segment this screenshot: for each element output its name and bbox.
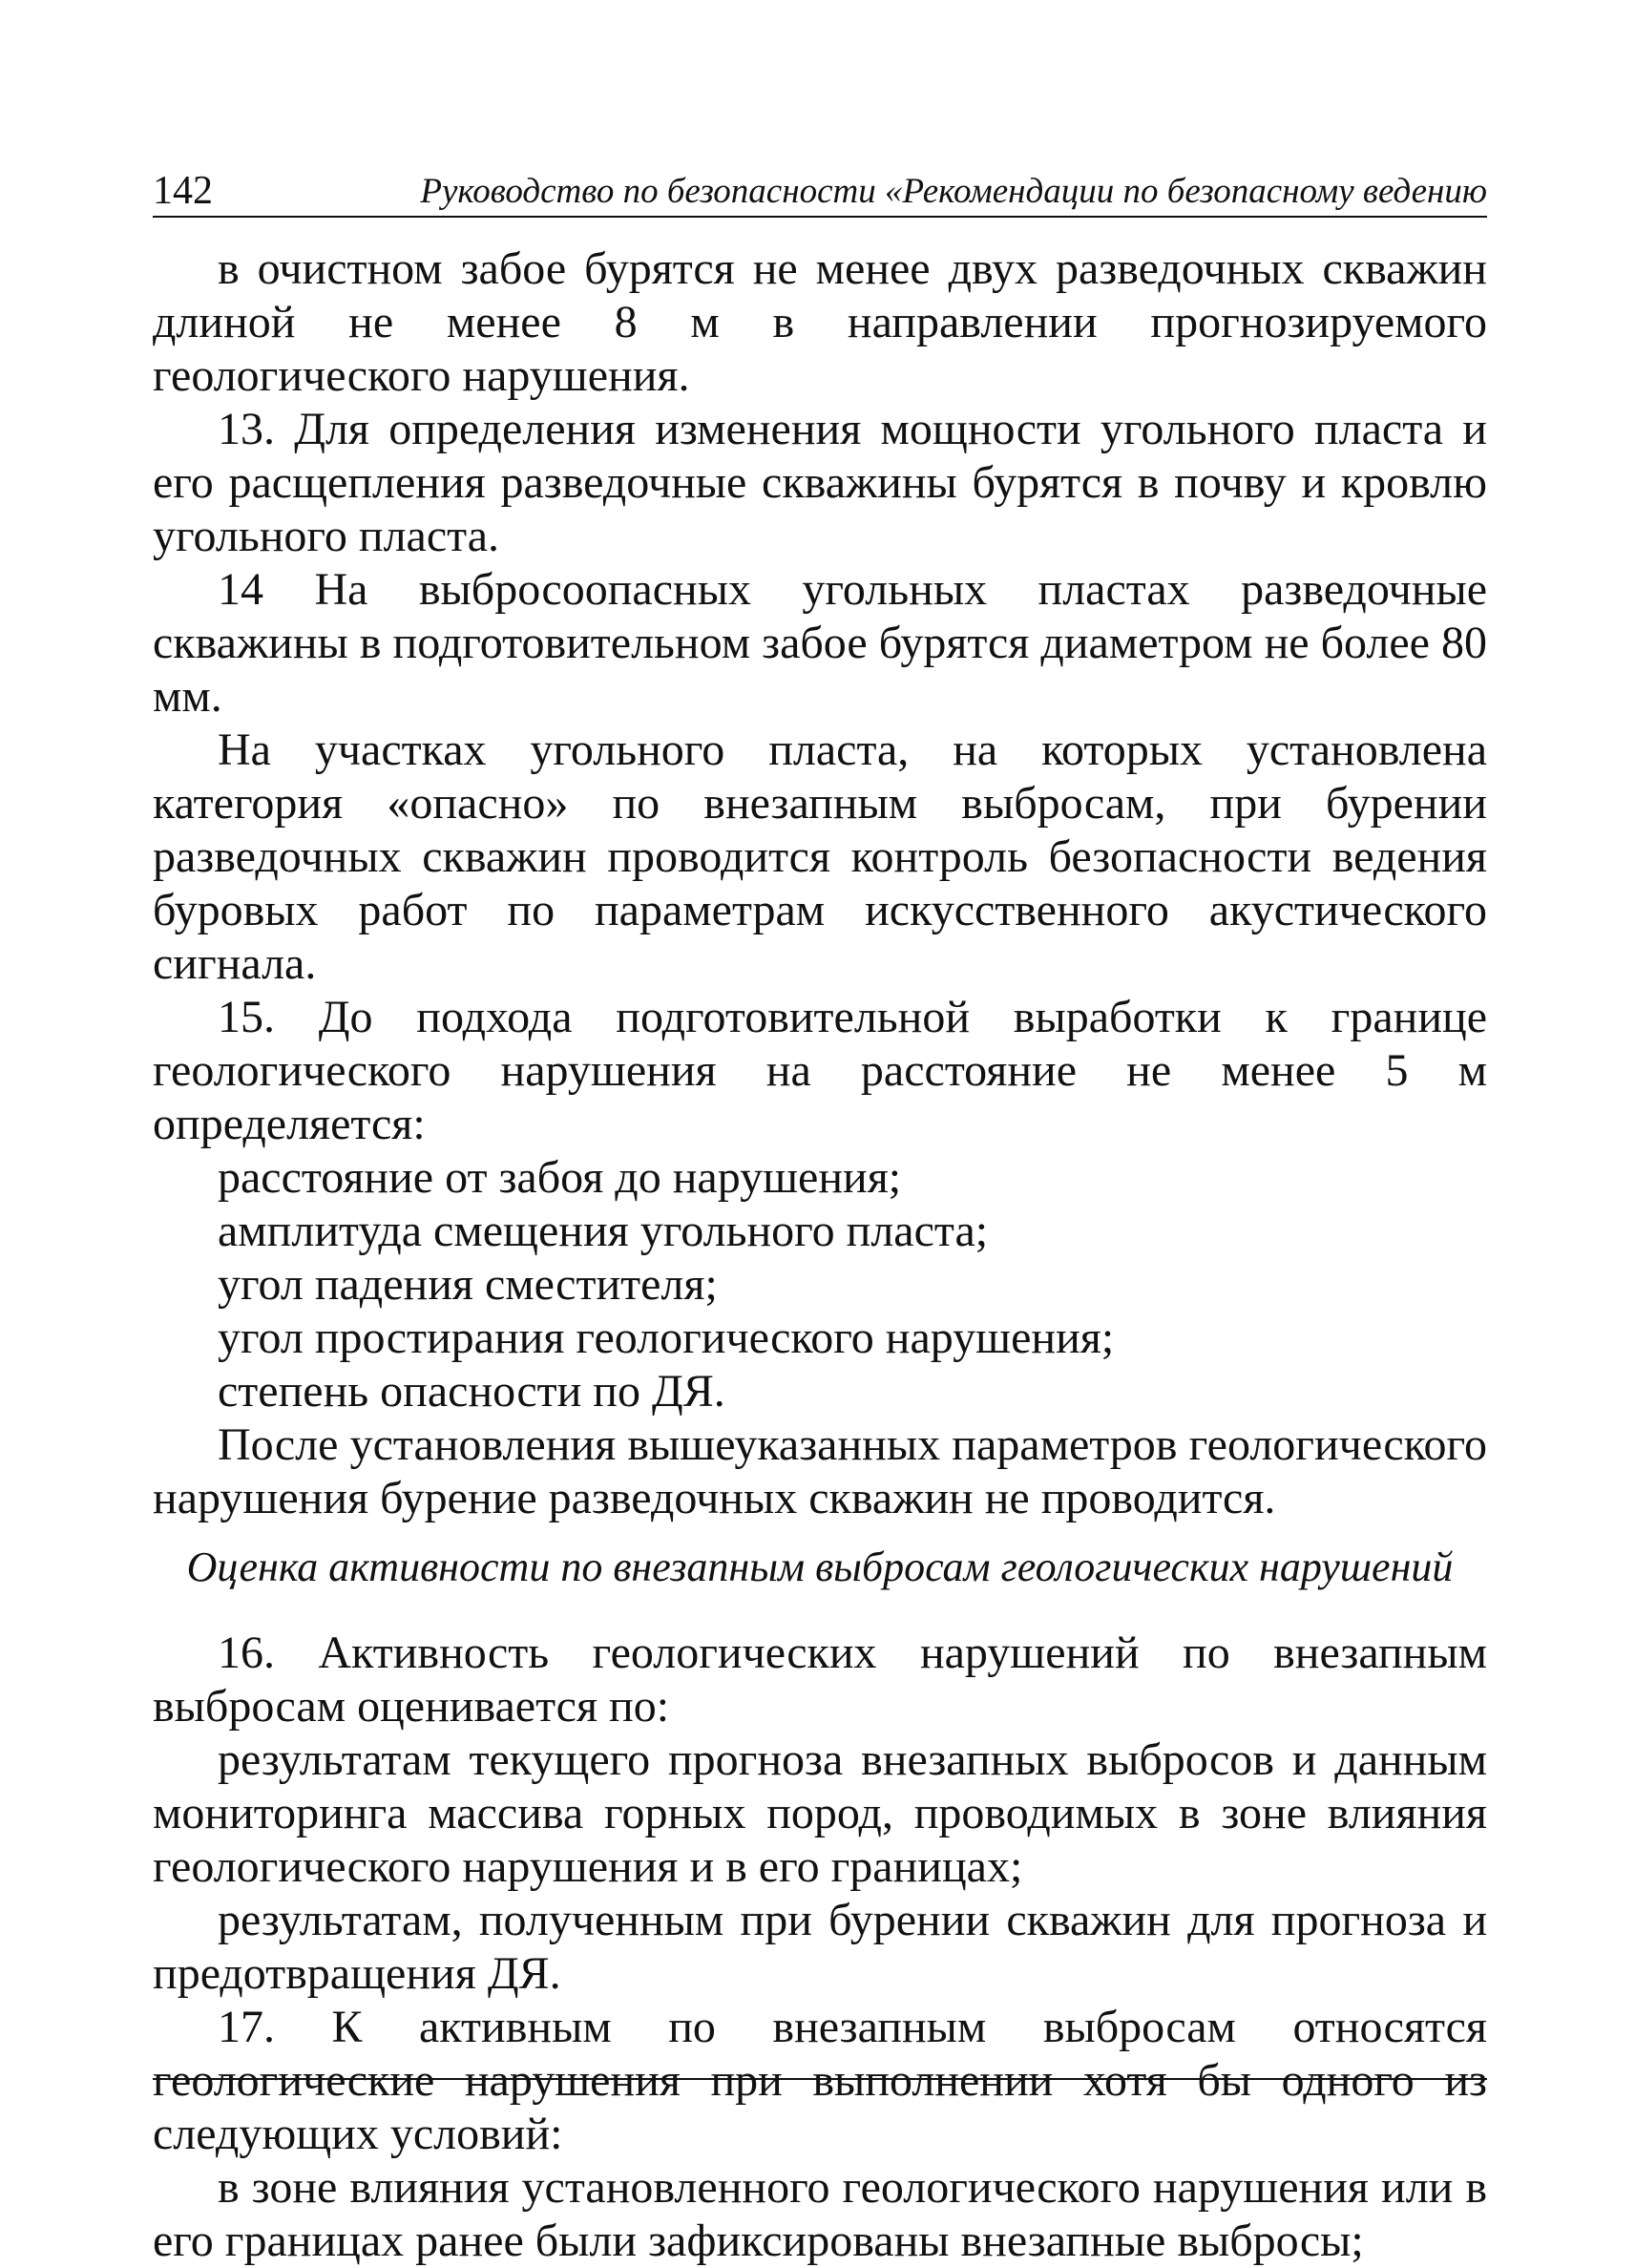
paragraph-16: 16. Активность геологических нарушений по внезапным выбросам оценивается по: bbox=[153, 1628, 1487, 1732]
paragraph-13: 13. Для определения изменения мощности угольного пласта и его расщепления разведочные скважины бурятся в почву и кровлю угольного пласта. bbox=[153, 404, 1487, 561]
paragraph-14: 14 На выбросоопасных угольных пластах разведочные скважины в подготовительном забое бурятся диаметром не более 80 мм. bbox=[153, 564, 1487, 722]
paragraph-15: 15. До подхода подготовительной выработки к границе геологического нарушения на расстояние не менее 5 м определяется: bbox=[153, 992, 1487, 1149]
list-item: амплитуда смещения угольного пласта; bbox=[218, 1206, 989, 1256]
running-head bbox=[153, 164, 1487, 218]
body-text bbox=[153, 242, 1487, 2268]
list-item: угол падения сместителя; bbox=[218, 1259, 718, 1310]
page-number: 142 bbox=[153, 169, 213, 213]
paragraph-continuation: в очистном забое бурятся не менее двух разведочных скважин длиной не менее 8 м в направлении прогнозируемого геологического нарушения. bbox=[153, 243, 1487, 401]
paragraph-17: 17. К активным по внезапным выбросам относятся геологические нарушения при выполнении хотя бы одного из следующих условий: bbox=[153, 2002, 1487, 2159]
section-heading: Оценка активности по внезапным выбросам геологических нарушений bbox=[186, 1544, 1454, 1590]
paragraph-14-continued: На участках угольного пласта, на которых установлена категория «опасно» по внезапным выбросам, при бурении разведочных скважин проводится контроль безопасности ведения буровых работ по параметрам искусственного акустического сигнала. bbox=[153, 724, 1487, 989]
paragraph-16-a: результатам текущего прогноза внезапных выбросов и данным мониторинга массива горных пород, проводимых в зоне влияния геологического нарушения и в его границах; bbox=[153, 1734, 1487, 1892]
running-title: Руководство по безопасности «Рекомендации по безопасному ведению bbox=[420, 172, 1487, 211]
paragraph-16-b: результатам, полученным при бурении скважин для прогноза и предотвращения ДЯ. bbox=[153, 1895, 1487, 1999]
paragraph-15-continued: После установления вышеуказанных параметров геологического нарушения бурение разведочных скважин не проводится. bbox=[153, 1419, 1487, 1523]
list-item: угол простирания геологического нарушения; bbox=[218, 1312, 1115, 1363]
bottom-rule bbox=[153, 2078, 1487, 2080]
list-item: расстояние от забоя до нарушения; bbox=[218, 1152, 902, 1203]
list-item: степень опасности по ДЯ. bbox=[218, 1366, 725, 1417]
paragraph-17-a: в зоне влияния установленного геологического нарушения или в его границах ранее были зафиксированы внезапные выбросы; bbox=[153, 2162, 1487, 2266]
